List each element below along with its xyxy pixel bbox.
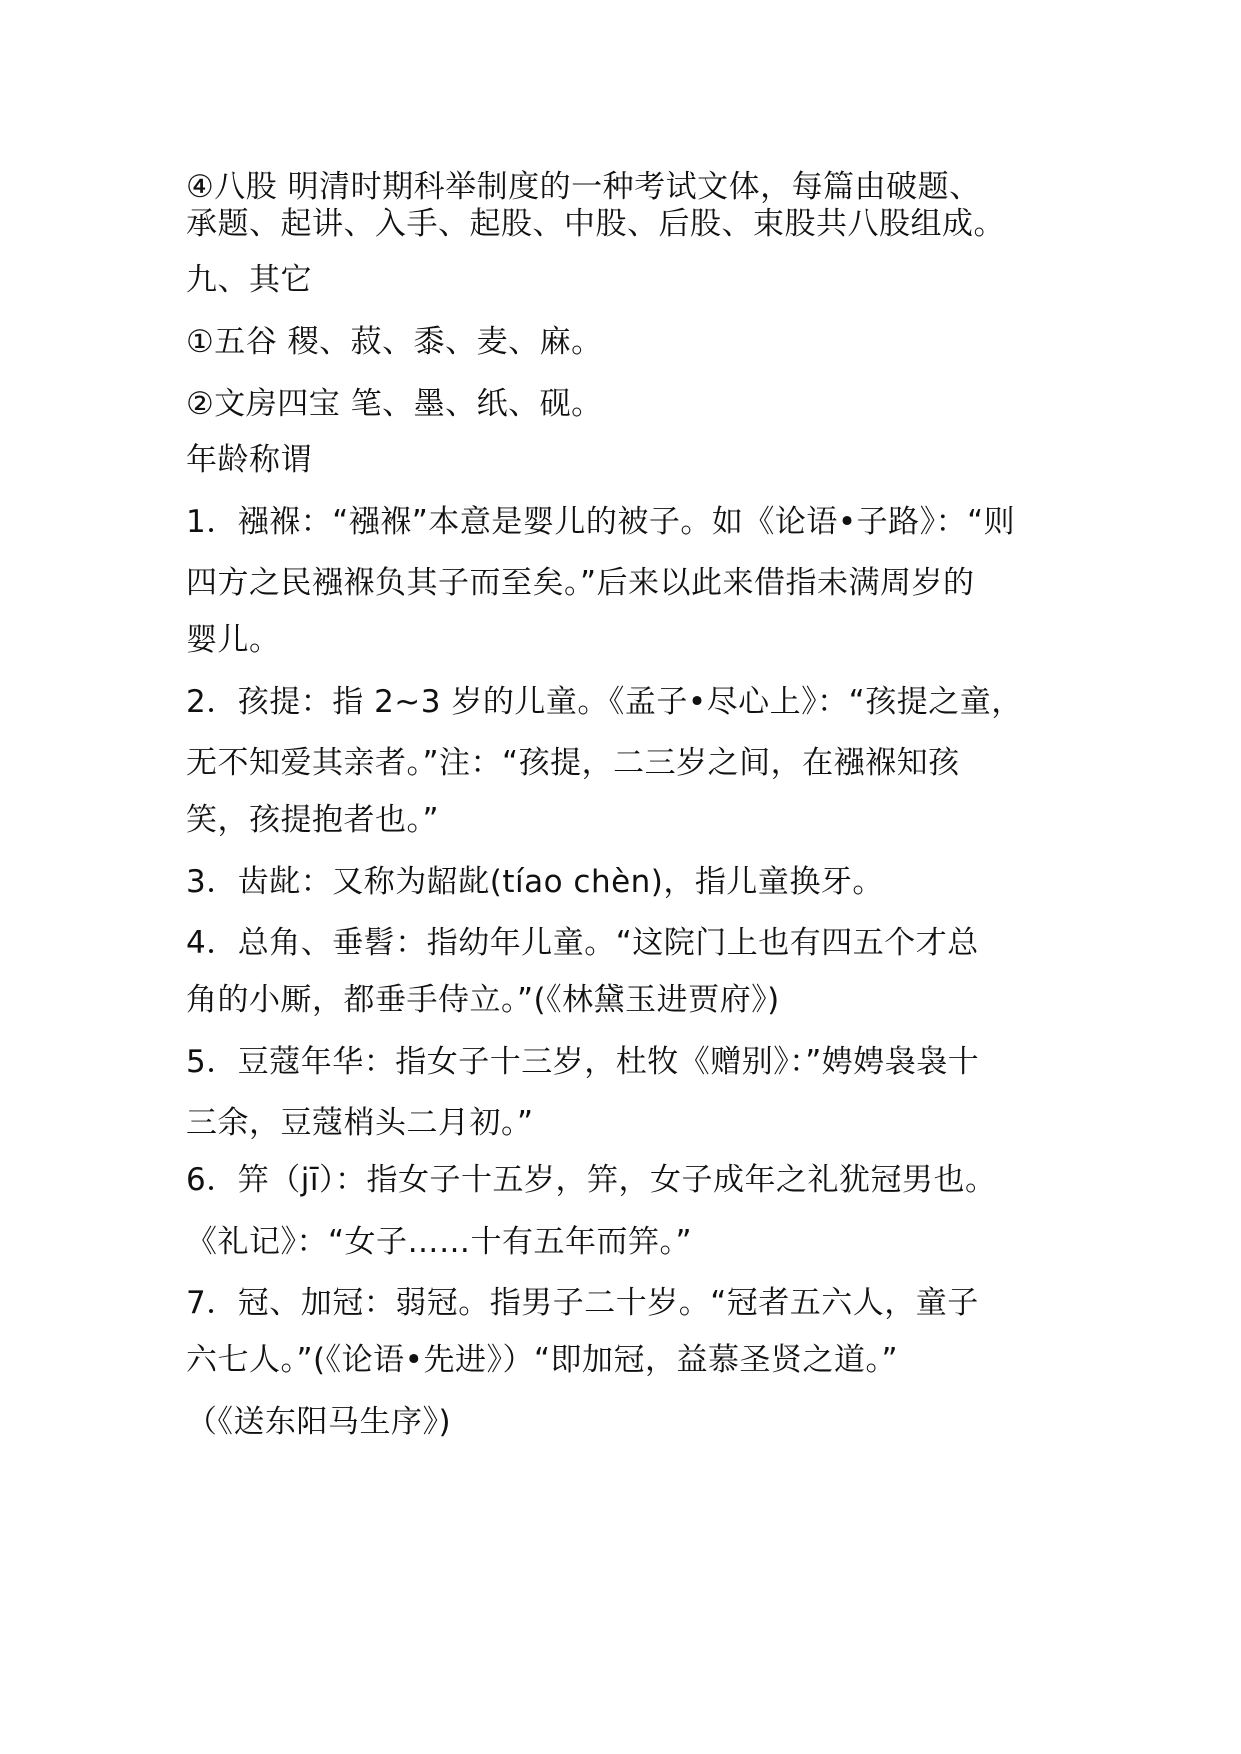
text-line-item5-1: 5．豆蔻年华：指女子十三岁，杜牧《赠别》：”娉娉袅袅十 [186,1044,980,1080]
text-line-wugu: ①五谷 稷、菽、黍、麦、麻。 [186,324,603,360]
text-line-item5-2: 三余，豆蔻梢头二月初。” [186,1105,534,1141]
text-line-item1-1: 1．襁褓：“襁褓”本意是婴儿的被子。如《论语•子路》：“则 [186,504,1016,540]
text-line-item2-3: 笑，孩提抱者也。” [186,802,440,838]
text-line-item6-2: 《礼记》：“女子……十有五年而笄。” [186,1224,693,1260]
text-line-item7-1: 7．冠、加冠：弱冠。指男子二十岁。“冠者五六人，童子 [186,1285,979,1321]
text-line-item7-3: （《送东阳马生序》) [186,1404,452,1440]
section-heading-age-terms: 年龄称谓 [186,442,312,478]
text-line-item1-2: 四方之民襁褓负其子而至矣。”后来以此来借指未满周岁的 [186,565,975,601]
text-line-item2-2: 无不知爱其亲者。”注：“孩提，二三岁之间，在襁褓知孩 [186,745,960,781]
text-line-item6-1: 6．笄（jī）：指女子十五岁，笄，女子成年之礼犹冠男也。 [186,1162,997,1198]
text-line-item2-1: 2．孩提：指 2~3 岁的儿童。《孟子•尽心上》：“孩提之童， [186,684,1023,720]
text-line-bagu-2: 承题、起讲、入手、起股、中股、后股、束股共八股组成。 [186,206,1005,242]
section-heading-other: 九、其它 [186,262,312,298]
text-line-wenfang: ②文房四宝 笔、墨、纸、砚。 [186,386,603,422]
text-line-item3: 3．齿龀：又称为龆龀(tíao chèn)，指儿童换牙。 [186,864,884,900]
text-line-item4-2: 角的小厮，都垂手侍立。”(《林黛玉进贾府》) [186,982,780,1018]
text-line-item4-1: 4．总角、垂髫：指幼年儿童。“这院门上也有四五个才总 [186,925,979,961]
text-line-item1-3: 婴儿。 [186,622,281,658]
text-line-item7-2: 六七人。”(《论语•先进》）“即加冠，益慕圣贤之道。” [186,1342,899,1378]
text-line-bagu-1: ④八股 明清时期科举制度的一种考试文体，每篇由破题、 [186,169,981,205]
